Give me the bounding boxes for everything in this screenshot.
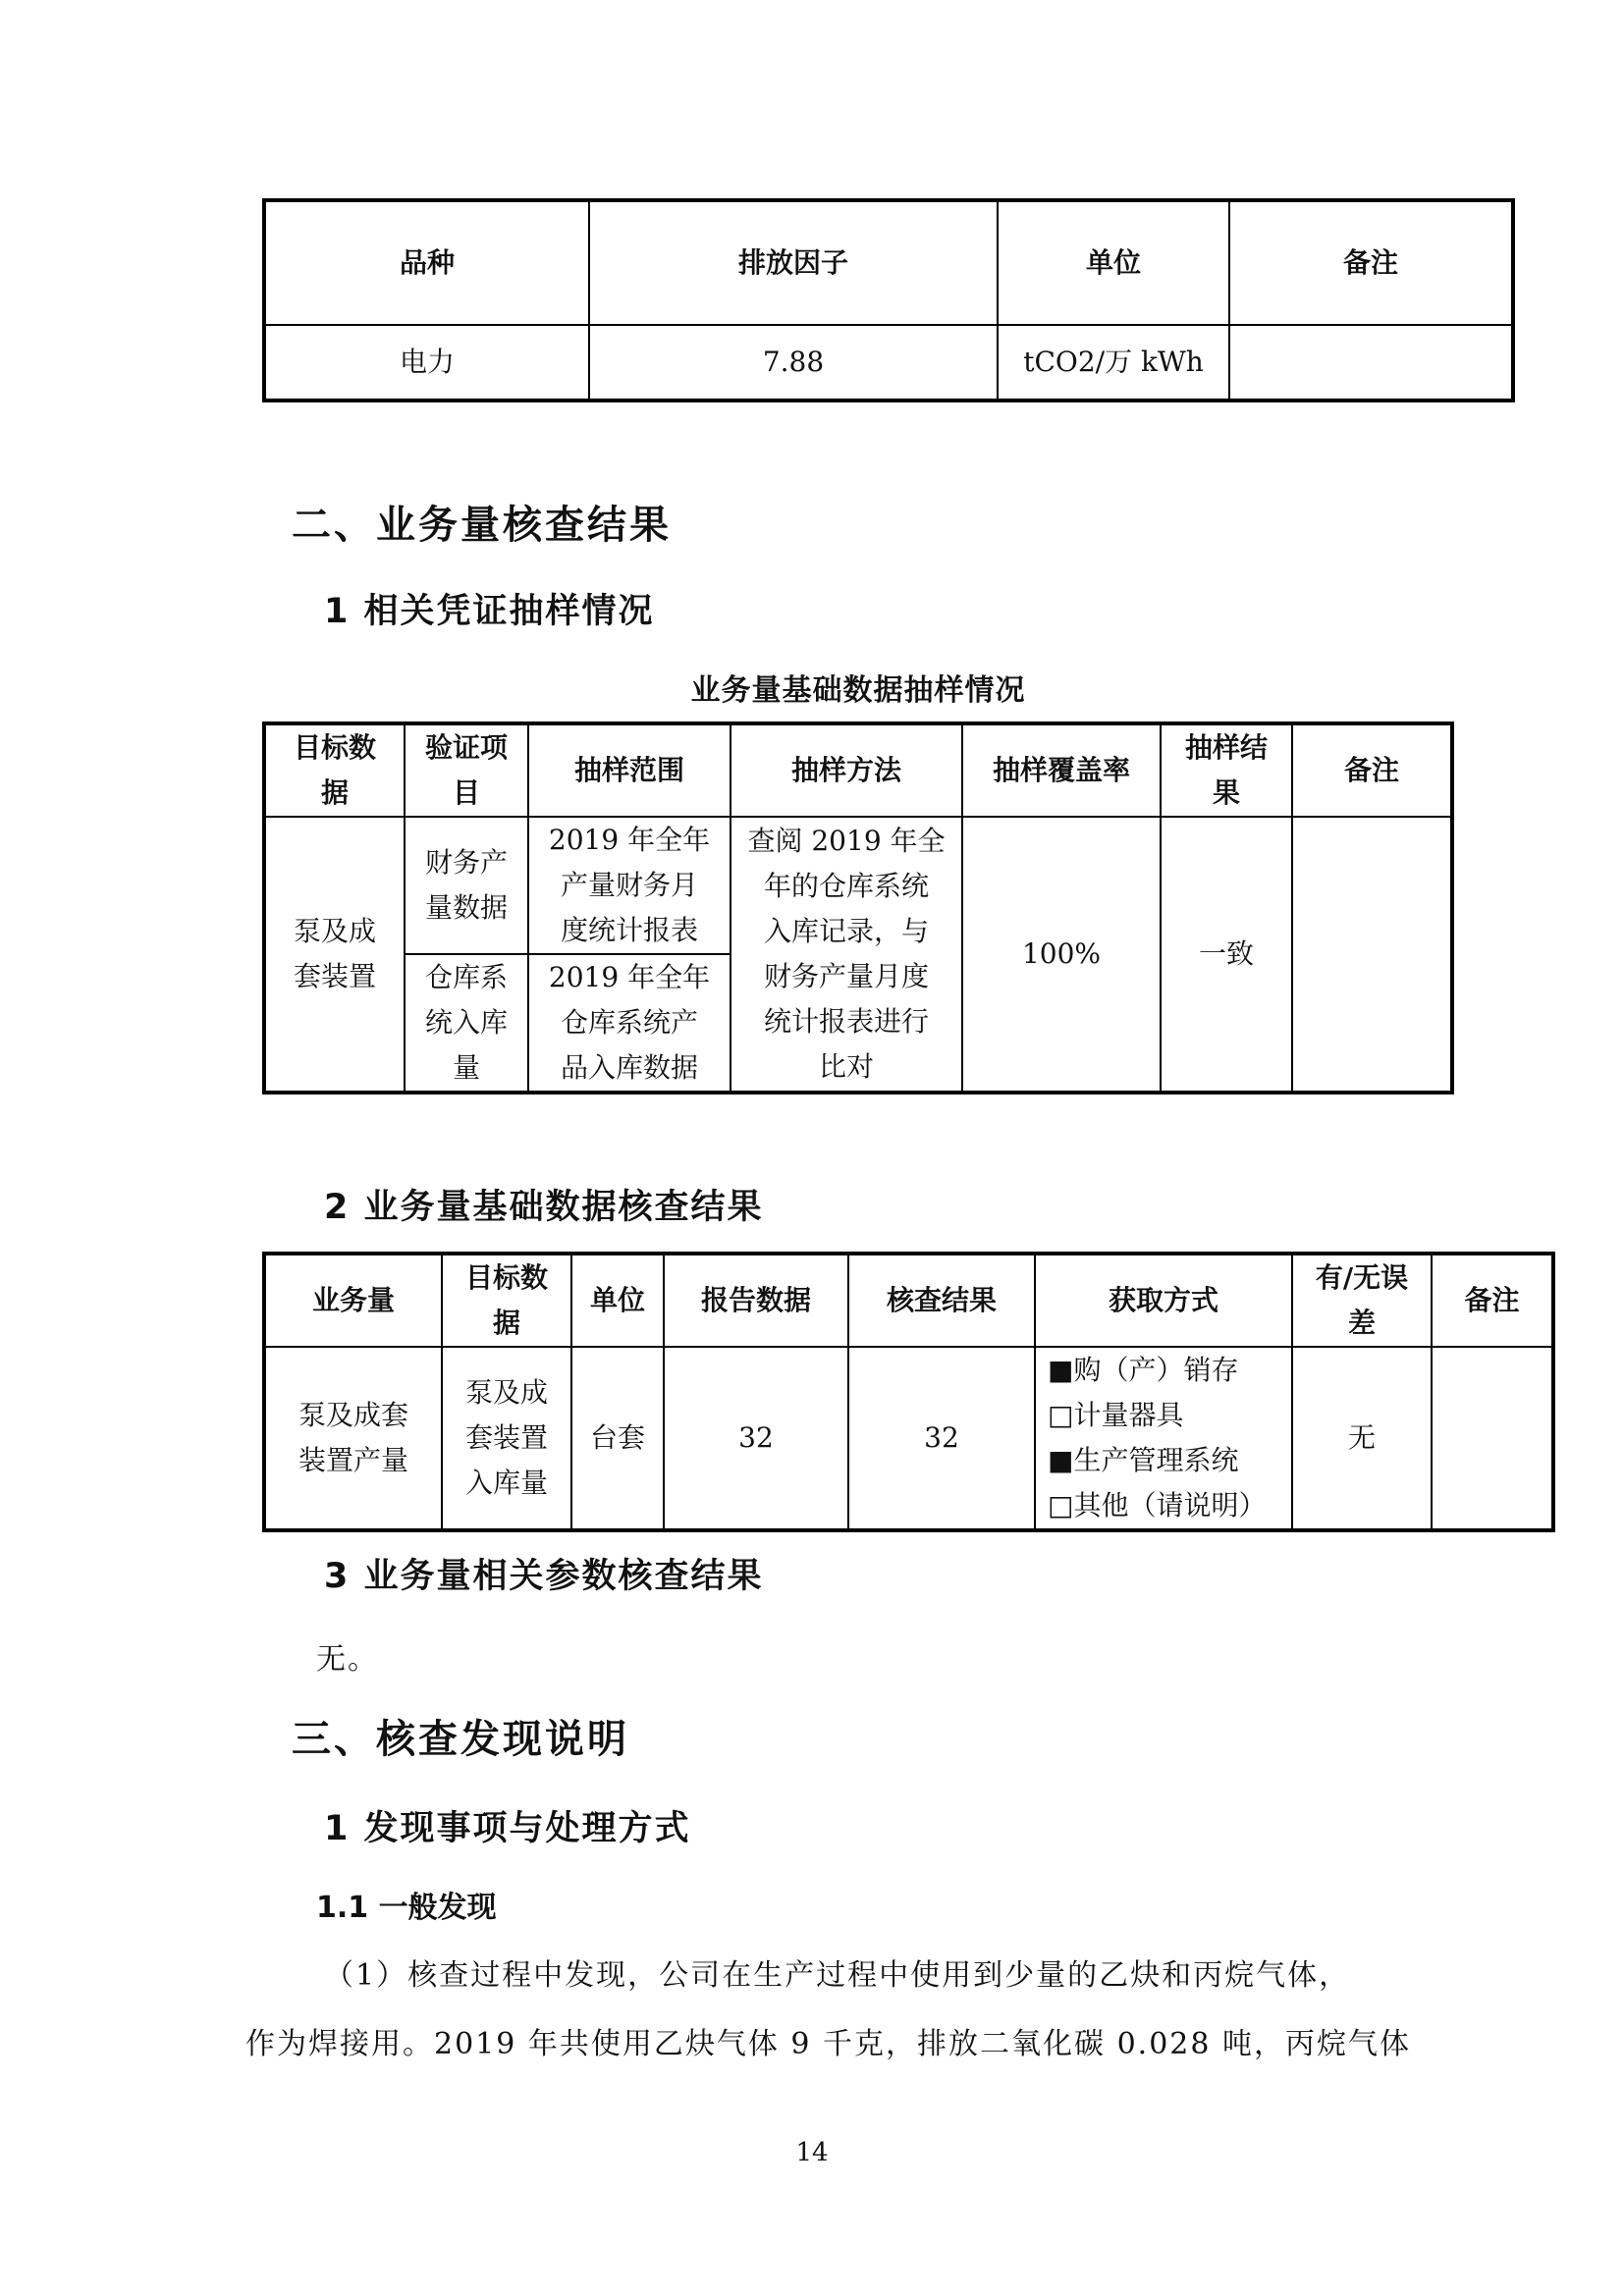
table-cell: 泵及成 套装置 — [264, 817, 405, 1093]
body-text: 无。 — [316, 1642, 379, 1677]
table-header: 目标数 据 — [264, 723, 405, 817]
table-cell: 电力 — [264, 325, 589, 400]
table-cell: tCO2/万 kWh — [998, 325, 1229, 400]
table-header: 验证项 目 — [405, 723, 528, 817]
paragraph-line: （1）核查过程中发现，公司在生产过程中使用到少量的乙炔和丙烷气体， — [324, 1958, 1351, 1993]
subsection-heading: 1 发现事项与处理方式 — [324, 1809, 691, 1848]
table-header: 报告数据 — [664, 1254, 848, 1347]
table-header: 获取方式 — [1035, 1254, 1292, 1347]
method-option: □计量器具 — [1048, 1399, 1184, 1431]
page-number: 14 — [795, 2138, 829, 2167]
table-header: 单位 — [998, 200, 1229, 325]
table-header: 业务量 — [264, 1254, 442, 1347]
table-cell: 泵及成套 装置产量 — [264, 1347, 442, 1530]
emission-factor-table — [262, 198, 1515, 402]
table-cell — [1432, 1347, 1553, 1530]
table-cell: 32 — [664, 1347, 848, 1530]
table-cell: 查阅 2019 年全 年的仓库系统 入库记录，与 财务产量月度 统计报表进行 比对 — [731, 817, 962, 1093]
method-option: ■生产管理系统 — [1048, 1444, 1239, 1476]
subsection-heading: 3 业务量相关参数核查结果 — [324, 1557, 764, 1596]
table-header: 备注 — [1292, 723, 1452, 817]
table-header: 排放因子 — [589, 200, 998, 325]
table-header: 单位 — [571, 1254, 664, 1347]
table-header: 有/无误 差 — [1292, 1254, 1432, 1347]
table-header: 核查结果 — [848, 1254, 1035, 1347]
method-option: ■购（产）销存 — [1048, 1354, 1239, 1386]
subsection-heading: 1 相关凭证抽样情况 — [324, 592, 655, 631]
table-header: 抽样结 果 — [1161, 723, 1292, 817]
table-caption: 业务量基础数据抽样情况 — [690, 673, 1026, 708]
table-cell: 财务产 量数据 — [405, 817, 528, 954]
table-cell: 2019 年全年 产量财务月 度统计报表 — [528, 817, 731, 954]
method-option: □其他（请说明） — [1048, 1489, 1267, 1522]
table-header: 备注 — [1432, 1254, 1553, 1347]
section-heading: 三、核查发现说明 — [292, 1717, 629, 1762]
check-result-table — [262, 1252, 1555, 1532]
table-cell: 仓库系 统入库 量 — [405, 954, 528, 1093]
table-cell: 7.88 — [589, 325, 998, 400]
sampling-table — [262, 721, 1454, 1095]
table-cell: 泵及成 套装置 入库量 — [442, 1347, 571, 1530]
table-cell — [1292, 817, 1452, 1093]
acquisition-methods — [1035, 1347, 1292, 1530]
section-heading: 二、业务量核查结果 — [292, 503, 672, 548]
table-cell: 无 — [1292, 1347, 1432, 1530]
table-header: 抽样方法 — [731, 723, 962, 817]
subsubsection-heading: 1.1 一般发现 — [316, 1891, 497, 1925]
table-header: 抽样覆盖率 — [962, 723, 1161, 817]
table-cell: 一致 — [1161, 817, 1292, 1093]
table-header: 品种 — [264, 200, 589, 325]
table-header: 备注 — [1229, 200, 1513, 325]
table-cell: 32 — [848, 1347, 1035, 1530]
table-cell — [1229, 325, 1513, 400]
subsection-heading: 2 业务量基础数据核查结果 — [324, 1188, 764, 1227]
table-header: 抽样范围 — [528, 723, 731, 817]
table-cell: 台套 — [571, 1347, 664, 1530]
paragraph-line: 作为焊接用。2019 年共使用乙炔气体 9 千克，排放二氧化碳 0.028 吨，丙烷气体 — [245, 2027, 1411, 2061]
table-header: 目标数 据 — [442, 1254, 571, 1347]
table-cell: 2019 年全年 仓库系统产 品入库数据 — [528, 954, 731, 1093]
table-cell: 100% — [962, 817, 1161, 1093]
